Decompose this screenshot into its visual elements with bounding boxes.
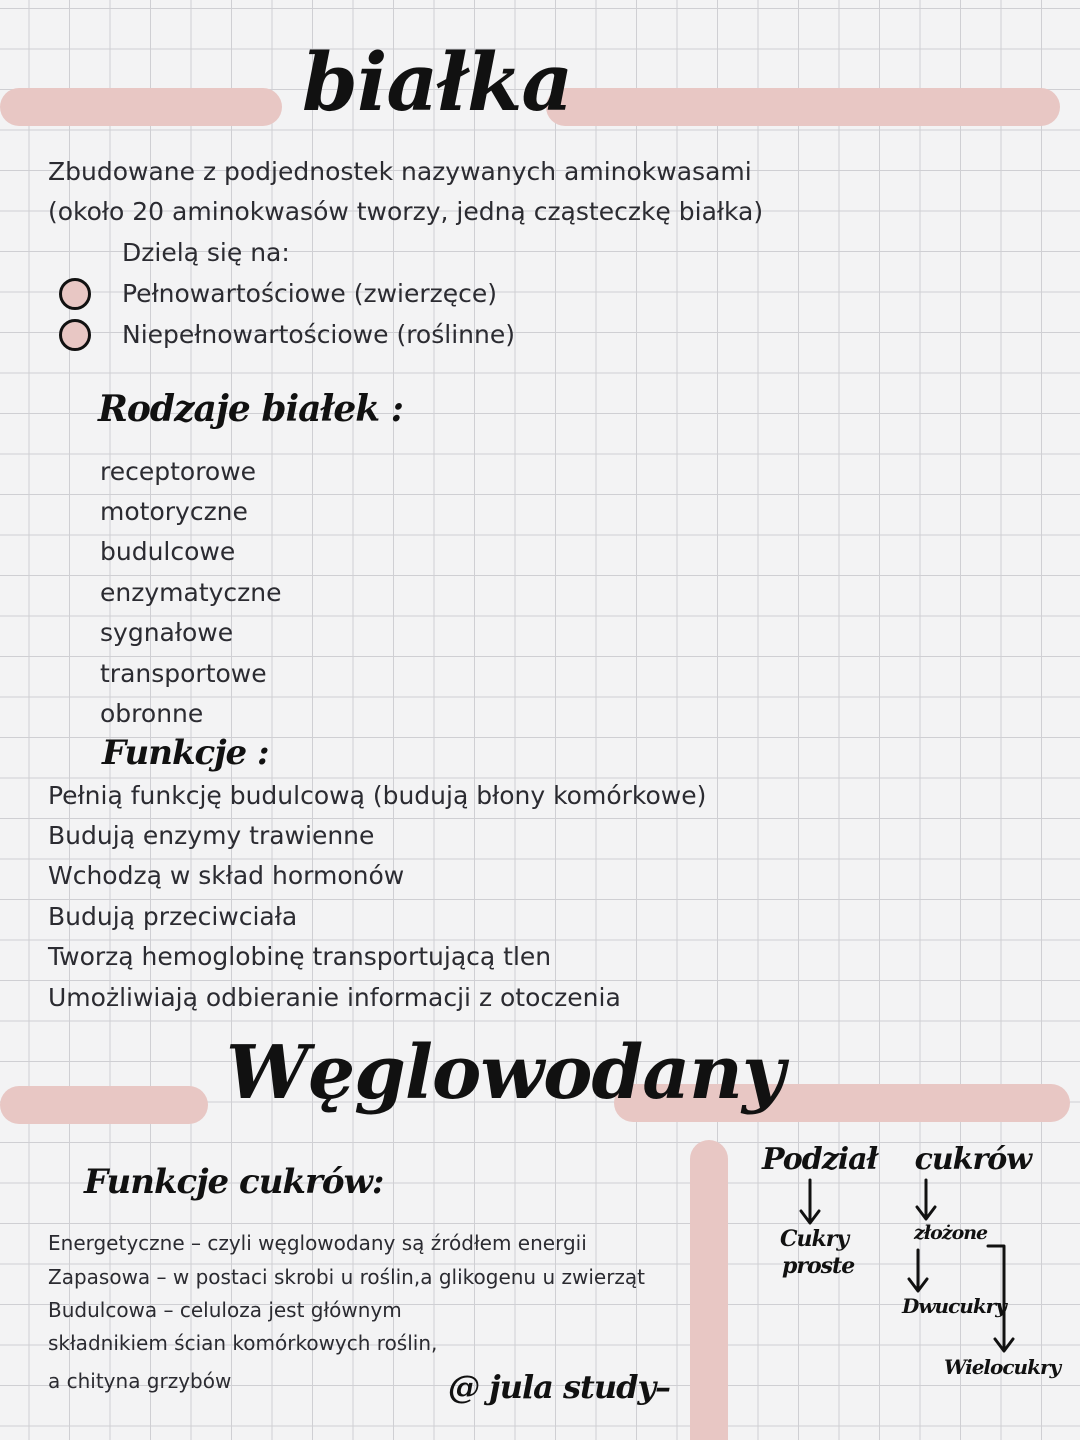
type-item: receptorowe [100,457,257,486]
arrow-to-complex [917,1180,935,1219]
divide-label: Dzielą się na: [122,238,290,267]
category-complete: Pełnowartościowe (zwierzęce) [122,279,498,308]
disaccharides: Dwucukry [902,1294,1006,1318]
simple-sugars-line-2: proste [782,1253,855,1279]
category-incomplete: Niepełnowartościowe (roślinne) [122,320,515,349]
complex-sugars: złożone [914,1222,988,1244]
arrow-to-simple [801,1180,819,1223]
intro-line-2: (około 20 aminokwasów tworzy, jedną cząsteczkę białka) [48,197,764,226]
division-heading: Podział cukrów [762,1142,1032,1177]
sugar-function-item: Budulcowa – celuloza jest głównym [48,1298,402,1322]
sugar-functions-heading: Funkcje cukrów: [84,1162,384,1202]
function-item: Budują enzymy trawienne [48,821,375,850]
type-item: sygnałowe [100,618,234,647]
sugar-function-item: a chityna grzybów [48,1369,232,1393]
carbs-title: Węglowodany [226,1030,784,1116]
type-item: enzymatyczne [100,578,282,607]
intro-line-1: Zbudowane z podjednostek nazywanych aminokwasami [48,157,752,186]
arrow-to-disaccharides [909,1250,927,1291]
type-item: transportowe [100,659,267,688]
function-item: Tworzą hemoglobinę transportującą tlen [48,942,552,971]
type-item: motoryczne [100,497,248,526]
function-item: Umożliwiają odbieranie informacji z otoczenia [48,983,621,1012]
function-item: Pełnią funkcję budulcową (budują błony komórkowe) [48,781,707,810]
polysaccharides: Wielocukry [944,1355,1061,1379]
protein-title: białka [302,35,573,129]
type-item: budulcowe [100,537,236,566]
sugar-function-item: Zapasowa – w postaci skrobi u roślin,a glikogenu u zwierząt [48,1265,646,1289]
types-heading: Rodzaje białek : [98,388,404,430]
function-item: Wchodzą w skład hormonów [48,861,405,890]
functions-heading: Funkcje : [102,733,269,773]
function-item: Budują przeciwciała [48,902,298,931]
sugar-function-item: składnikiem ścian komórkowych roślin, [48,1331,438,1355]
simple-sugars-line-1: Cukry [780,1226,849,1252]
sugar-function-item: Energetyczne – czyli węglowodany są źródłem energii [48,1231,587,1255]
author-signature: @ jula study– [448,1368,671,1406]
type-item: obronne [100,699,204,728]
